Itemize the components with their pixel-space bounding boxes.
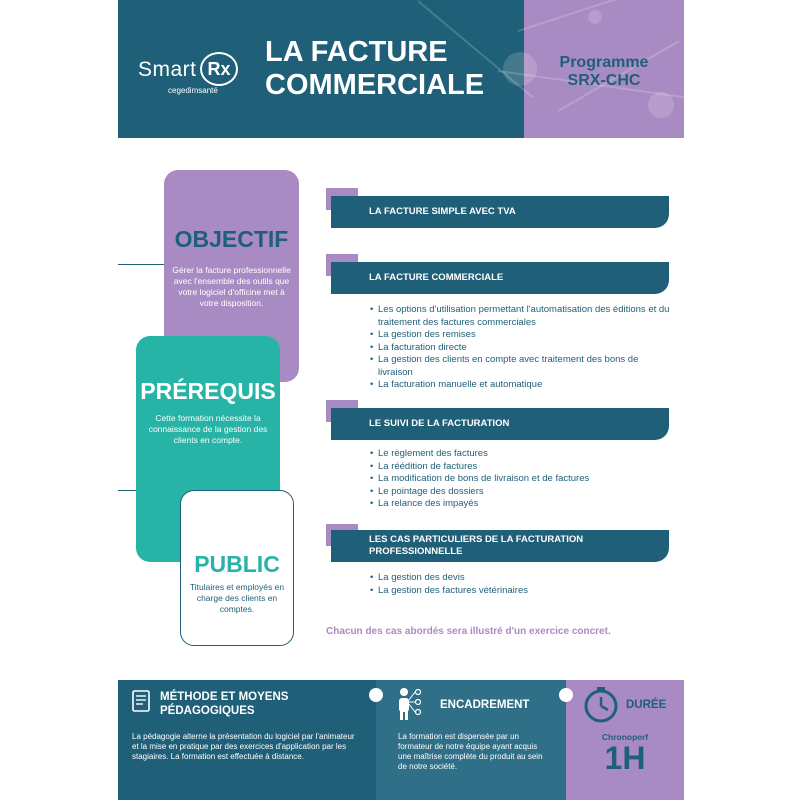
- book-icon: [132, 690, 150, 712]
- trainer-icon: [396, 686, 424, 722]
- section-header: LA FACTURE SIMPLE AVEC TVA: [331, 196, 669, 228]
- objectif-title: OBJECTIF: [174, 226, 289, 252]
- clock-icon: [582, 686, 620, 724]
- smartrx-logo: [138, 50, 250, 98]
- list-item: • La gestion des remises: [370, 329, 670, 342]
- list-item: • La relance des impayés: [370, 498, 670, 511]
- programme-code: Programme SRX-CHC: [559, 54, 649, 89]
- prerequis-title: PRÉREQUIS: [140, 378, 276, 404]
- brochure-page: [118, 0, 684, 800]
- logo-rx-mark: Rx: [200, 52, 238, 86]
- duree-value: 1H: [604, 740, 646, 776]
- section-list: [370, 572, 670, 597]
- duree-title: DURÉE: [626, 699, 667, 711]
- circle-marker: [559, 688, 573, 702]
- list-item: • La gestion des devis: [370, 572, 670, 585]
- methode-panel: [118, 680, 376, 800]
- section-list: [370, 448, 670, 511]
- exercise-note: Chacun des cas abordés sera illustré d'un exercice concret.: [326, 626, 611, 637]
- methode-title: MÉTHODE ET MOYENS PÉDAGOGIQUES: [160, 691, 289, 717]
- duree-subtitle: Chronoperf: [601, 732, 649, 742]
- list-item: • La gestion des factures vétérinaires: [370, 585, 670, 598]
- network-node: [648, 92, 674, 118]
- section-header: LA FACTURE COMMERCIALE: [331, 262, 669, 294]
- list-item: • La réédition de factures: [370, 461, 670, 474]
- encadrement-title: ENCADREMENT: [440, 699, 530, 711]
- footer: [118, 680, 684, 800]
- network-node: [588, 10, 602, 24]
- objectif-text: Gérer la facture professionnelle avec l'ensemble des outils que votre logiciel d'officine met à votre disposition.: [172, 265, 291, 308]
- list-item: • Le règlement des factures: [370, 448, 670, 461]
- encadrement-panel: [376, 680, 566, 800]
- list-item: • Les options d'utilisation permettant l'automatisation des éditions et du traitement des factures commerciales: [370, 304, 670, 329]
- encadrement-text: La formation est dispensée par un formateur de notre équipe ayant acquis une maîtrise complète du produit au sein de notre société.: [398, 732, 543, 771]
- list-item: • La facturation manuelle et automatique: [370, 379, 670, 392]
- list-item: • La facturation directe: [370, 342, 670, 355]
- section-header: LES CAS PARTICULIERS DE LA FACTURATION PROFESSIONNELLE: [331, 530, 669, 562]
- circle-marker: [369, 688, 383, 702]
- list-item: • La gestion des clients en compte avec traitement des bons de livraison: [370, 354, 670, 379]
- duree-panel: [566, 680, 684, 800]
- header-banner: [118, 0, 684, 138]
- list-item: • Le pointage des dossiers: [370, 486, 670, 499]
- connector-line: [118, 490, 136, 491]
- public-box: [180, 490, 294, 646]
- prerequis-text: Cette formation nécessite la connaissance de la gestion des clients en compte.: [148, 413, 268, 445]
- logo-subtitle: cegedimsanté: [168, 86, 218, 95]
- methode-text: La pédagogie alterne la présentation du logiciel par l'animateur et la mise en pratique par des exercices d'application par les stagiaires. La formation est effectuée à distance.: [132, 732, 355, 761]
- section-list: [370, 304, 670, 392]
- logo-smart-text: Smart: [138, 58, 197, 81]
- public-title: PUBLIC: [194, 551, 280, 577]
- public-text: Titulaires et employés en charge des clients en comptes.: [189, 582, 285, 614]
- page-title: LA FACTURE COMMERCIALE: [265, 36, 485, 101]
- list-item: • La modification de bons de livraison et de factures: [370, 473, 670, 486]
- connector-line: [118, 264, 164, 265]
- section-header: LE SUIVI DE LA FACTURATION: [331, 408, 669, 440]
